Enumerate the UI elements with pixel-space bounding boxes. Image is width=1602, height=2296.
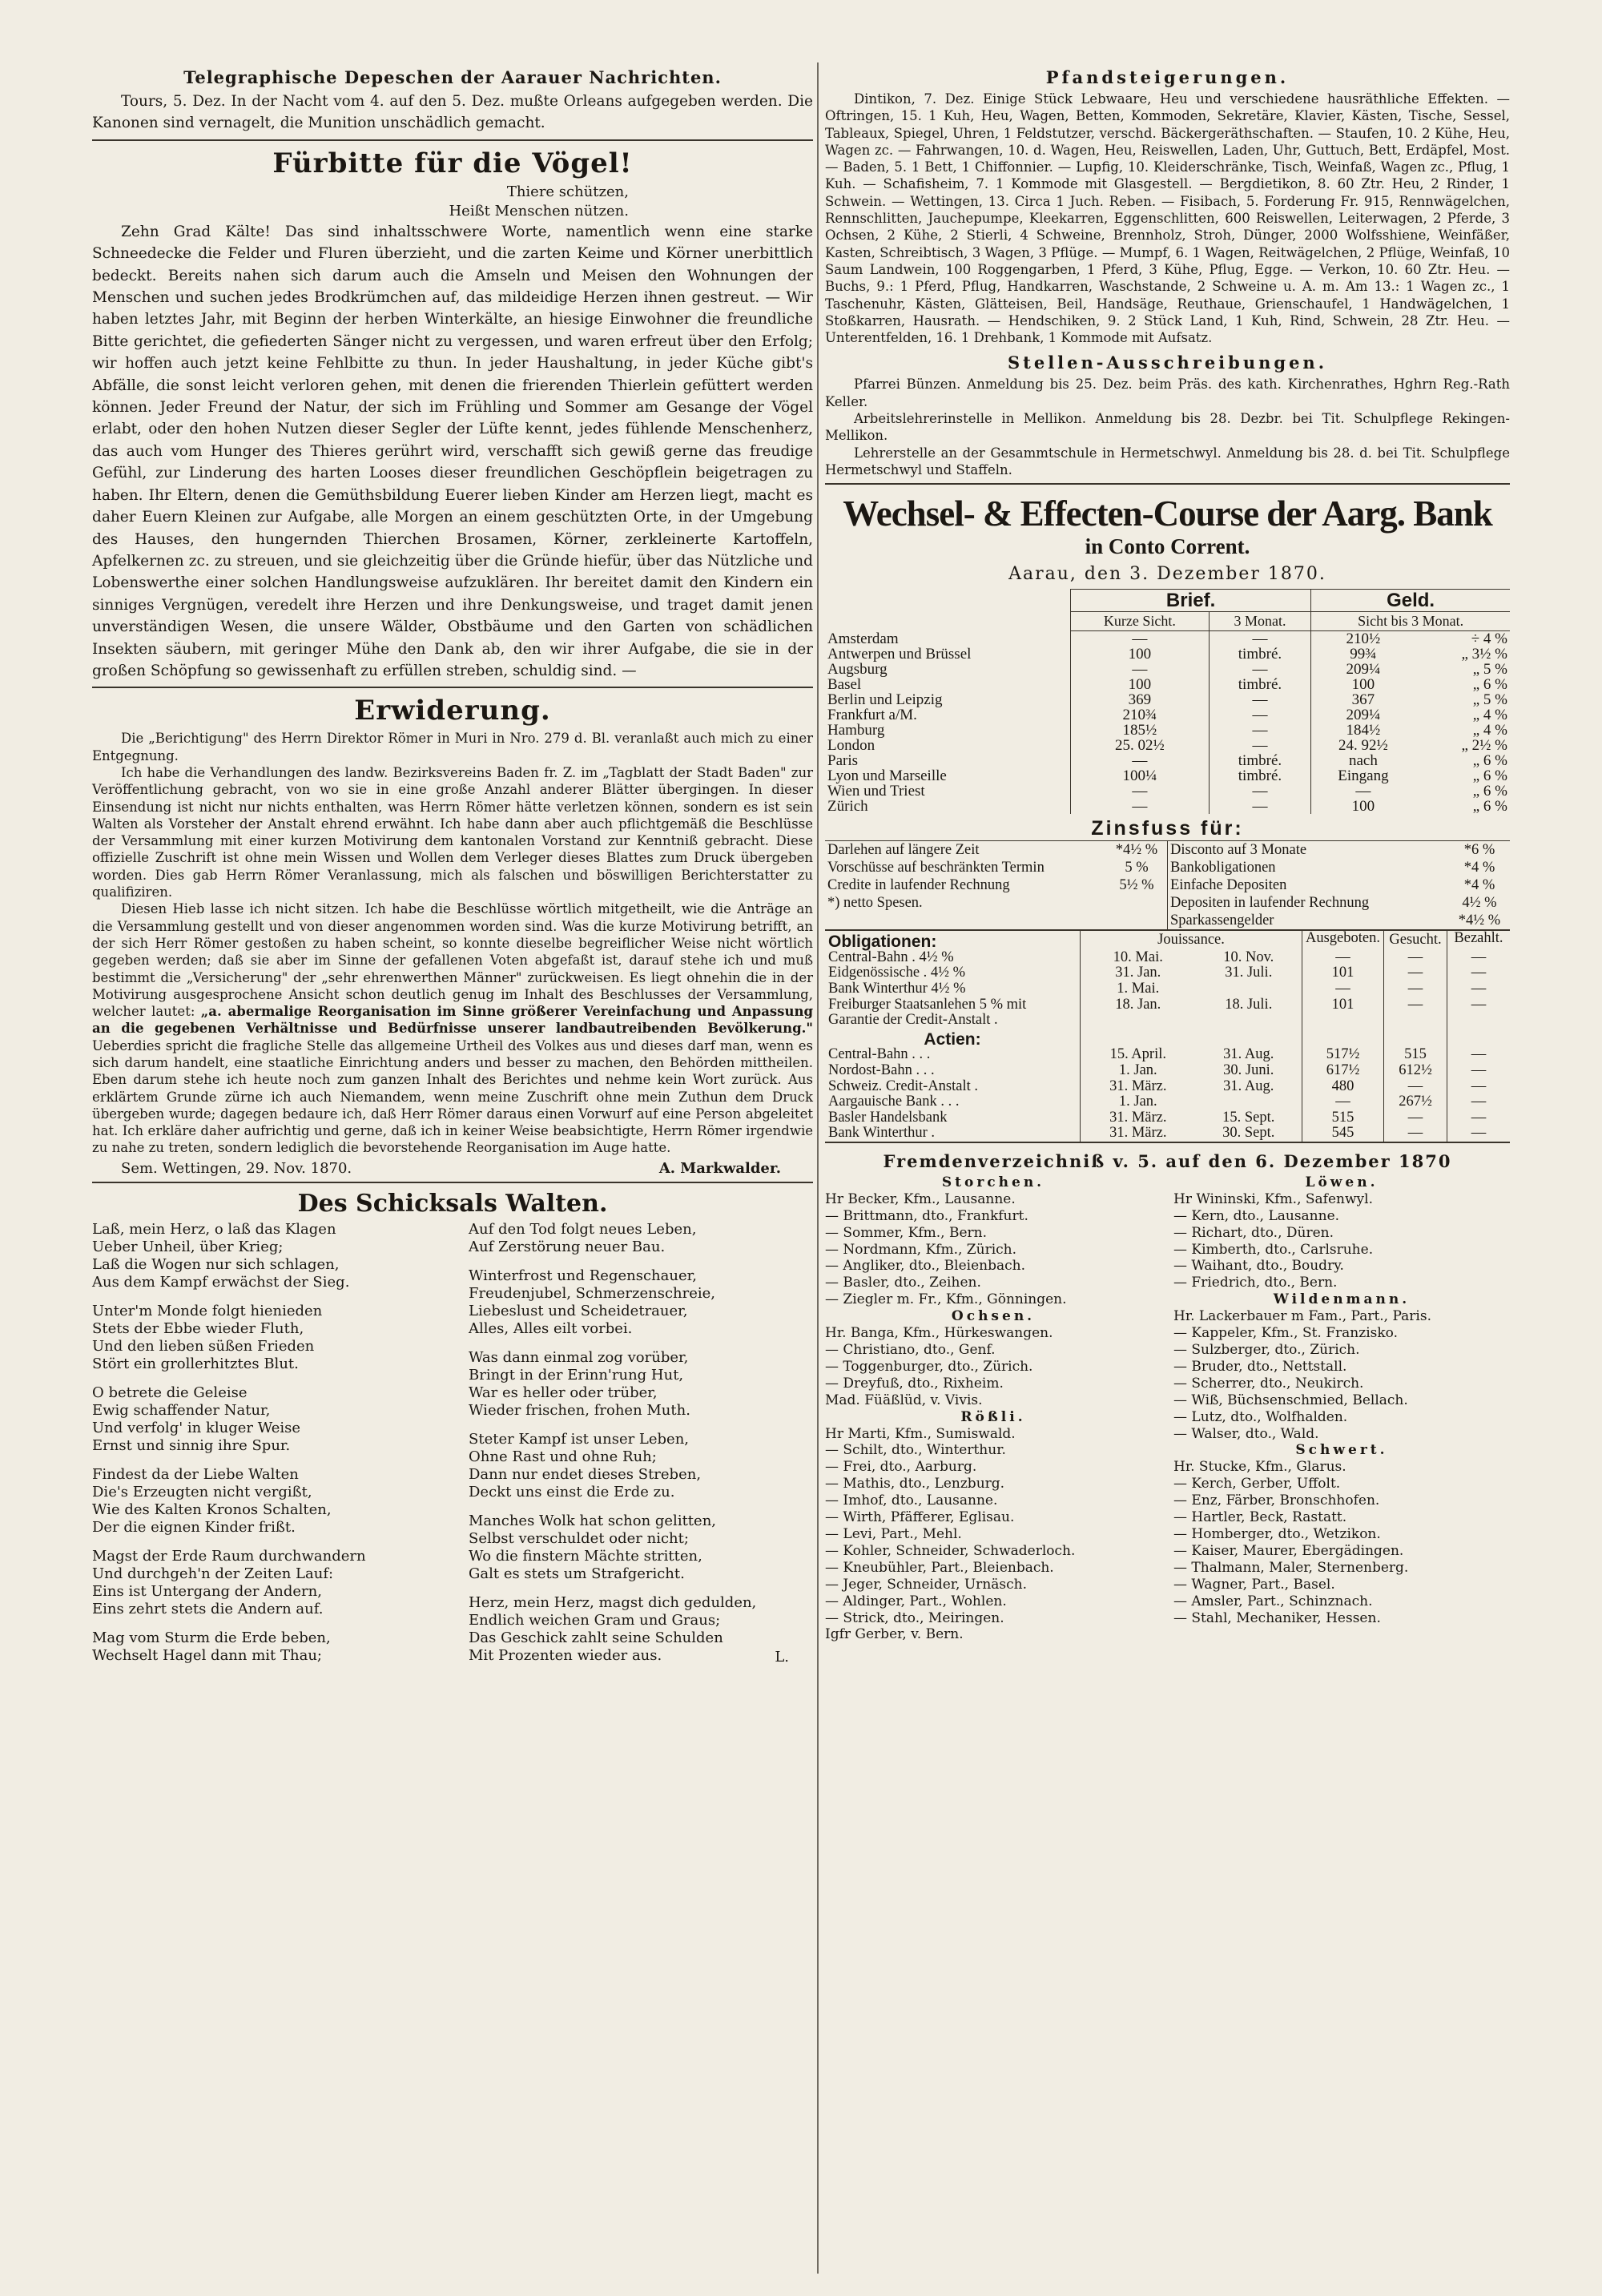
exchange-kurz: —: [1071, 783, 1210, 799]
zins-label: Darlehen auf längere Zeit: [827, 842, 980, 859]
zins-row: [825, 859, 1167, 876]
poem-stanza: Manches Wolk hat schon gelitten, Selbst verschuldet oder nicht; Wo die finstern Mächte stritten, Galt es stets um Strafgericht.: [469, 1512, 717, 1582]
guest-entry: — Jeger, Schneider, Urnäsch.: [825, 1576, 1027, 1593]
poem-stanza: Auf den Tod folgt neues Leben, Auf Zerstörung neuer Bau.: [469, 1220, 697, 1255]
guest-entry: — Wiß, Büchsenschmied, Bellach.: [1173, 1392, 1408, 1408]
guest-entry: — Kern, dto., Lausanne.: [1173, 1207, 1340, 1224]
exchange-row: [825, 631, 1510, 647]
guest-entry: — Kneubühler, Part., Bleienbach.: [825, 1559, 1054, 1576]
guest-entry: — Kimberth, dto., Carlsruhe.: [1173, 1241, 1374, 1258]
obligation-row: [825, 997, 1510, 1029]
exchange-3m: —: [1209, 738, 1310, 753]
erwiderung-p2: Ich habe die Verhandlungen des landw. Bezirksvereins Baden fr. Z. im „Tagblatt der Stadt Baden" zur Veröffentlichung gebracht, von wo sie in eine große Anzahl anderer Blätter übergingen. In dieser Einsendung ist nicht nur nichts enthalten, was Herrn Römer hätte verletzen können, sondern es ist sein Walten als Vorsteher der Anstalt ehrend erwähnt. Ich habe dann aber auch pflichtgemäß die Beschlüsse der Versammlung mit einer kurzen Motivirung dem kantonalen Vorstand zur Kenntniß gebracht. Diese offizielle Zuschrift ist ohne mein Wissen und Wollen dem Verleger dieses Blattes zum Druck übergeben worden. Dies gab Herrn Römer Veranlassung, mich als falschen und böswilligen Berichterstatter zu qualifiziren.: [92, 764, 813, 900]
zins-table: [825, 840, 1510, 929]
obligation-jouis-2: 31. Juli.: [1225, 965, 1273, 981]
obligation-gesucht: —: [1384, 965, 1447, 981]
actie-name: Schweiz. Credit-Anstalt .: [828, 1078, 979, 1094]
guest-entry: — Ziegler m. Fr., Kfm., Gönningen.: [825, 1291, 1067, 1308]
zins-value: *4½ %: [1458, 912, 1501, 929]
actie-bezahlt: —: [1447, 1063, 1511, 1079]
poem-stanza: Findest da der Liebe Walten Die's Erzeugten nicht vergißt, Wie des Kalten Kronos Schalten, Der die eignen Kinder frißt.: [92, 1465, 332, 1536]
guest-entry: — Wirth, Pfäfferer, Eglisau.: [825, 1509, 1015, 1526]
exchange-row: [825, 768, 1510, 783]
actie-ausgeboten: 545: [1302, 1126, 1384, 1142]
poem-stanza: Winterfrost und Regenschauer, Freudenjubel, Schmerzenschreie, Liebeslust und Scheidetrauer, Alles, Alles eilt vorbei.: [469, 1267, 716, 1337]
obligation-gesucht: —: [1384, 997, 1447, 1029]
fuerbitte-heading: Fürbitte für die Vögel!: [272, 147, 633, 179]
actie-jouis-2: [1196, 1094, 1302, 1110]
exchange-3m: —: [1209, 799, 1310, 814]
actie-ausgeboten: 517½: [1302, 1047, 1384, 1063]
telegraph-heading: Telegraphische Depeschen der Aarauer Nachrichten.: [183, 67, 722, 87]
zins-value: [1106, 894, 1167, 912]
guest-entry: — Strick, dto., Meiringen.: [825, 1609, 1004, 1626]
exchange-row: [825, 662, 1510, 677]
zins-row: [1168, 912, 1510, 929]
zins-label: Vorschüsse auf beschränkten Termin: [827, 860, 1045, 876]
erwiderung-quote: „a. abermalige Reorganisation im Sinne größerer Vereinfachung und Anpassung an die gegebenen Verhältnisse und Bedürfnisse unserer landbautreibenden Bevölkerung.": [92, 1004, 814, 1037]
actie-name: Aargauische Bank . . .: [828, 1094, 960, 1110]
actie-jouis-1: 1. Jan.: [1081, 1094, 1196, 1110]
actie-bezahlt: —: [1447, 1126, 1511, 1142]
zins-value: *4 %: [1463, 877, 1495, 894]
exchange-place: London: [827, 737, 875, 755]
zins-value: 5 %: [1125, 860, 1149, 876]
zins-value: 5½ %: [1119, 877, 1154, 894]
zins-label: *) netto Spesen.: [827, 895, 923, 912]
guest-entry: — Bruder, dto., Nettstall.: [1173, 1358, 1347, 1375]
fuerbitte-text: Zehn Grad Kälte! Das sind inhaltsschwere Worte, namentlich wenn eine starke Schneedecke die Felder und Fluren überzieht, und die zarten Keime und Körner unerbittlich bedeckt. Bereits nahen sich darum auch die Amseln und Meisen den Wohnungen der Menschen und suchen jedes Brodkrümchen auf, das mildeidige Herzen ihnen gestreut. — Wir haben letztes Jahr, mit Beginn der herben Winterkälte, an hiesige Einwohner die freundliche Bitte gerichtet, die gefiederten Sänger nicht zu vergessen, und waren erfreut über den Erfolg; wir hoffen auch jetzt keine Fehlbitte zu thun. In jeder Haushaltung, in jeder Küche gibt's Abfälle, die sonst leicht verloren gehen, mit denen die frierenden Thierlein gefüttert werden können. Jeder Freund der Natur, der sich im Frühling und Sommer am Gesange der Vögel erlabt, oder den hohen Nutzen dieser Segler der Lüfte kennt, jedes fühlende Menschenherz, das auch vom Hunger des Thieres gerührt wird, verschafft sich gewiß gerne das freudige Gefühl, zur Linderung des harten Looses dieser freundlichen Geschöpflein beigetragen zu haben. Ihr Eltern, denen die Gemüthsbildung Euerer lieben Kinder am Herzen liegt, macht es daher Euern Kleinen zur Aufgabe, alle Morgen an einem geschützten Orte, in der Umgebung des Hauses, den hungernden Thierchen Brosamen, Körner, zerkleinerte Kartoffeln, Apfelkernen zc. zu streuen, und sie gleichzeitig über die Gründe hiefür, über das Nützliche und Lobenswerthe einer solchen Handlungsweise aufzuklären. Ihr bereitet damit den Kindern ein sinniges Vergnügen, veredelt ihre Herzen und ihre Denkungsweise, und traget damit jenen unverständigen Wesen, die unsere Wälder, Obstbäume und den Garten von schädlichen Insekten säubern, mit geringer Mühe den Dank ab, den wir ihrer Aufgabe, die sie in der großen Schöpfung so gewissenhaft zu erfüllen streben, schuldig sind. —: [92, 223, 813, 679]
pfand-heading: Pfandsteigerungen.: [1045, 67, 1290, 87]
poem-signature: L.: [775, 1648, 789, 1666]
guest-entry: — Sommer, Kfm., Bern.: [825, 1224, 988, 1241]
exchange-3m: —: [1209, 723, 1310, 738]
poem-stanza: O betrete die Geleise Ewig schaffender Natur, Und verfolg' in kluger Weise Ernst und sinnig ihre Spur.: [92, 1384, 301, 1454]
guest-entry: Hr Wininski, Kfm., Safenwyl.: [1173, 1190, 1373, 1207]
poem-stanza: Unter'm Monde folgt hienieden Stets der Ebbe wieder Fluth, Und den lieben süßen Frieden Stört ein grollerhitztes Blut.: [92, 1302, 323, 1372]
actie-jouis-1: 31. März.: [1081, 1126, 1196, 1142]
obligation-ausgeboten: 101: [1302, 997, 1384, 1029]
guest-entry: — Thalmann, Maler, Sternenberg.: [1173, 1559, 1409, 1576]
exchange-place: Paris: [827, 752, 858, 770]
hotel-name: Löwen.: [1305, 1174, 1379, 1190]
obligation-bezahlt: —: [1447, 997, 1511, 1029]
obligation-row: [825, 965, 1510, 981]
exchange-place: Wien und Triest: [827, 783, 925, 800]
guest-entry: Hr. Banga, Kfm., Hürkeswangen.: [825, 1325, 1053, 1342]
exchange-place: Basel: [827, 676, 862, 694]
exchange-rate: „ 2½ %: [1461, 737, 1507, 755]
actie-name: Nordost-Bahn . . .: [828, 1061, 935, 1078]
guest-entry: — Kappeler, Kfm., St. Franzisko.: [1173, 1325, 1399, 1342]
poem-stanza: Magst der Erde Raum durchwandern Und durchgeh'n der Zeiten Lauf: Eins ist Untergang der Andern, Eins zehrt stets die Andern auf.: [92, 1547, 366, 1617]
guest-entry: — Toggenburger, dto., Zürich.: [825, 1358, 1033, 1375]
actie-bezahlt: —: [1447, 1110, 1511, 1126]
obligation-gesucht: —: [1384, 950, 1447, 966]
obligation-row: [825, 950, 1510, 966]
exchange-3m: timbré.: [1209, 768, 1310, 783]
divider: [825, 483, 1510, 485]
guest-entry: — Kerch, Gerber, Uffolt.: [1173, 1476, 1341, 1492]
exchange-table: [825, 589, 1510, 814]
exchange-place: Lyon und Marseille: [827, 767, 947, 785]
poem-stanza: Was dann einmal zog vorüber, Bringt in der Erinn'rung Hut, War es heller oder trüber, Wieder frischen, frohen Muth.: [469, 1348, 690, 1419]
actie-row: [825, 1110, 1510, 1126]
zins-row: [825, 894, 1167, 912]
actie-jouis-2: 30. Juni.: [1223, 1061, 1274, 1078]
exchange-row: [825, 783, 1510, 799]
exchange-rate: ÷ 4 %: [1471, 630, 1507, 648]
guest-entry: — Brittmann, dto., Frankfurt.: [825, 1207, 1028, 1224]
guest-entry: Hr. Lackerbauer m Fam., Part., Paris.: [1173, 1308, 1431, 1325]
left-column: [92, 62, 813, 1666]
guest-entry: — Hartler, Beck, Rastatt.: [1173, 1509, 1347, 1526]
exchange-kurz: —: [1071, 631, 1210, 647]
poem-left-column: [92, 1221, 437, 1676]
zins-value: *4 %: [1463, 860, 1495, 876]
guest-entry: — Lutz, dto., Wolfhalden.: [1173, 1408, 1348, 1425]
actie-jouis-2: 31. Aug.: [1223, 1078, 1274, 1094]
telegraph-text: Tours, 5. Dez. In der Nacht vom 4. auf den 5. Dez. mußte Orleans aufgegeben werden. Die Kanonen sind vernagelt, die Munition unschädlich gemacht.: [92, 93, 813, 132]
exchange-3m: —: [1209, 631, 1310, 647]
obligation-ausgeboten: 101: [1302, 965, 1384, 981]
zins-label: Bankobligationen: [1170, 860, 1276, 876]
obligation-bezahlt: —: [1447, 950, 1511, 966]
zins-value: 4½ %: [1462, 895, 1497, 912]
obligation-name: Central-Bahn . 4½ %: [828, 949, 954, 965]
guest-entry: — Nordmann, Kfm., Zürich.: [825, 1241, 1017, 1258]
actie-jouis-2: 15. Sept.: [1222, 1109, 1275, 1126]
fremden-heading: Fremdenverzeichniß v. 5. auf den 6. Dezember 1870: [883, 1150, 1452, 1171]
actie-bezahlt: —: [1447, 1079, 1511, 1095]
stellen-item: Pfarrei Bünzen. Anmeldung bis 25. Dez. beim Präs. des kath. Kirchenrathes, Hghrn Reg.-Rath Keller.: [825, 377, 1510, 409]
col-geld: Geld.: [1311, 590, 1510, 612]
hdr-jouis: Jouissance.: [1081, 930, 1302, 950]
poem: [92, 1221, 813, 1676]
guest-entry: — Christiano, dto., Genf.: [825, 1342, 996, 1359]
guest-entry: — Amsler, Part., Schinznach.: [1173, 1593, 1373, 1609]
actie-gesucht: 515: [1384, 1047, 1447, 1063]
guest-entry: Igfr Gerber, v. Bern.: [825, 1626, 964, 1643]
poem-stanza: Steter Kampf ist unser Leben, Ohne Rast und ohne Ruh; Dann nur endet dieses Streben, Deckt uns einst die Erde zu.: [469, 1430, 702, 1500]
hotel-name: Wildenmann.: [1273, 1291, 1411, 1308]
pfand-text: Dintikon, 7. Dez. Einige Stück Lebwaare, Heu und verschiedene hausräthliche Effekten. — Oftringen, 15. 1 Kuh, Heu, Wagen, Betten, Kommoden, Sekretäre, Klavier, Kästen, Tische, Sessel, Tableaux, Spiegel, Uhren, 1 Feldstutzer, verschd. Bäckergeräthschaften. — Staufen, 10. 2 Kühe, Heu, Wagen zc. — Fahrwangen, 10. d. Wagen, Heu, Reiswellen, Laden, Uhr, Guttuch, Bett, Erdäpfel, Most. — Baden, 5. 1 Bett, 1 Chiffonnier. — Lupfig, 10. Kleiderschränke, Tisch, Weinfaß, Wagen zc., Pflug, 1 Kuh. — Schafisheim, 7. 1 Kommode mit Glasgestell. — Bergdietikon, 8. 60 Ztr. Heu, 2 Rinder, 1 Schwein. — Wettingen, 13. Circa 1 Juch. Reben. — Fisibach, 5. Forderung Fr. 915, Rennwägelchen, Rennschlitten, Jauchepumpe, Kleekarren, Eggenschlitten, 600 Reiswellen, Leiterwagen, 2 Pferde, 3 Ochsen, 2 Kühe, 2 Stierli, 4 Schweine, Brennholz, Stroh, Dünger, 2000 Wolfsshiene, Weinfäßer, Kasten, Schreibtisch, 3 Wagen, 3 Pflüge. — Mumpf, 6. 1 Wagen, Reitwägelchen, 2 Pflüge, Weinfaß, 10 Saum Landwein, 100 Roggengarben, 1 Pferd, 3 Kühe, Pflug, Egge. — Verkon, 10. 60 Ztr. Heu. — Buchs, 9.: 1 Pferd, Pflug, Handkarren, Waschstande, 2 Schweine u. A. m. Am 13.: 1 Wagen zc., 1 Taschenuhr, Kästen, Glätteisen, Beil, Handsäge, Reuthaue, Grienschaufel, 1 Handwägelchen, 1 Stoßkarren, Hausrath. — Hendschiken, 9. 2 Stück Land, 1 Kuh, Rind, Schwein, 28 Ztr. Heu. — Unterentfelden, 16. 1 Drehbank, 1 Kommode mit Aufsatz.: [825, 91, 1510, 346]
exchange-3m: —: [1209, 707, 1310, 723]
erwiderung-place-date: Sem. Wettingen, 29. Nov. 1870.: [121, 1159, 352, 1177]
exchange-place: Frankfurt a/M.: [827, 707, 917, 724]
actie-gesucht: 612½: [1384, 1063, 1447, 1079]
actien-title: Actien:: [924, 1029, 981, 1049]
guest-entry: — Scherrer, dto., Neukirch.: [1173, 1375, 1364, 1392]
exchange-rate: „ 6 %: [1472, 752, 1507, 770]
exchange-row: [825, 707, 1510, 723]
guest-entry: — Kaiser, Maurer, Ebergädingen.: [1173, 1542, 1404, 1559]
actie-jouis-1: 15. April.: [1081, 1047, 1196, 1063]
obligation-jouis-1: 1. Mai.: [1081, 981, 1196, 997]
guest-entry: — Homberger, dto., Wetzikon.: [1173, 1525, 1381, 1542]
poem-stanza: Herz, mein Herz, magst dich gedulden, Endlich weichen Gram und Graus; Das Geschick zahlt seine Schulden Mit Prozenten wieder aus.: [469, 1593, 757, 1664]
exchange-place: Augsburg: [827, 661, 888, 679]
guest-entry: — Waihant, dto., Boudry.: [1173, 1258, 1344, 1275]
exchange-place: Antwerpen und Brüssel: [827, 646, 972, 663]
poem-stanza: Mag vom Sturm die Erde beben, Wechselt Hagel dann mit Thau;: [92, 1629, 331, 1664]
guest-entry: — Walser, dto., Wald.: [1173, 1425, 1319, 1442]
exchange-rate: „ 3½ %: [1461, 646, 1507, 663]
exchange-geld: 100: [1311, 677, 1415, 692]
obligation-name: Bank Winterthur 4½ %: [828, 981, 966, 997]
obligation-gesucht: —: [1384, 981, 1447, 997]
exchange-3m: —: [1209, 783, 1310, 799]
exchange-place: Zürich: [827, 798, 868, 816]
actie-bezahlt: —: [1447, 1094, 1511, 1110]
exchange-row: [825, 677, 1510, 692]
hotel-name: Ochsen.: [951, 1308, 1036, 1325]
exchange-rate: „ 6 %: [1472, 676, 1507, 694]
guest-entry: — Imhof, dto., Lausanne.: [825, 1492, 998, 1509]
zins-title: Zinsfuss für:: [1091, 817, 1244, 840]
fremden-left-column: [825, 1174, 1161, 1643]
guest-entry: Hr. Stucke, Kfm., Glarus.: [1173, 1459, 1346, 1476]
exchange-rate: „ 4 %: [1472, 722, 1507, 739]
right-column: [825, 62, 1510, 1643]
zins-row: [825, 841, 1167, 859]
oblig-actien-table: [825, 929, 1510, 1143]
fremden-right-column: [1173, 1174, 1510, 1643]
zins-label: Depositen in laufender Rechnung: [1170, 895, 1370, 912]
exchange-kurz: —: [1071, 662, 1210, 677]
column-rule: [817, 62, 819, 2274]
actie-jouis-1: 31. März.: [1081, 1079, 1196, 1095]
actie-name: Basler Handelsbank: [828, 1109, 948, 1126]
exchange-geld: 184½: [1311, 723, 1415, 738]
exchange-geld: nach: [1311, 753, 1415, 768]
obligation-row: [825, 981, 1510, 997]
sub-bis3: Sicht bis 3 Monat.: [1311, 612, 1510, 631]
divider: [92, 139, 813, 141]
exchange-geld: —: [1311, 783, 1415, 799]
erwiderung-p3: [92, 900, 813, 1156]
exchange-row: [825, 738, 1510, 753]
guest-entry: — Stahl, Mechaniker, Hessen.: [1173, 1609, 1381, 1626]
actie-ausgeboten: 515: [1302, 1110, 1384, 1126]
zins-row: [1168, 894, 1510, 912]
actie-row: [825, 1047, 1510, 1063]
hdr-ges: Gesucht.: [1384, 930, 1447, 950]
obligation-ausgeboten: —: [1302, 981, 1384, 997]
guest-entry: — Dreyfuß, dto., Rixheim.: [825, 1375, 1004, 1392]
zins-label: Disconto auf 3 Monate: [1170, 842, 1307, 859]
hdr-bez: Bezahlt.: [1447, 930, 1511, 950]
exchange-geld: 100: [1311, 799, 1415, 814]
exchange-rate: „ 6 %: [1472, 798, 1507, 816]
actie-row: [825, 1079, 1510, 1095]
exchange-row: [825, 753, 1510, 768]
exchange-rate: „ 6 %: [1472, 767, 1507, 785]
exchange-rate: „ 5 %: [1472, 691, 1507, 709]
zins-row: [1168, 841, 1510, 859]
actie-name: Bank Winterthur .: [828, 1125, 936, 1142]
guest-entry: — Schilt, dto., Winterthur.: [825, 1442, 1006, 1459]
stellen-item: Lehrerstelle an der Gesammtschule in Hermetschwyl. Anmeldung bis 28. d. bei Tit. Schulpflege Hermetschwyl und Staffeln.: [825, 445, 1510, 477]
actie-ausgeboten: 480: [1302, 1079, 1384, 1095]
exchange-geld: 24. 92½: [1311, 738, 1415, 753]
erwiderung-signature: A. Markwalder.: [658, 1159, 781, 1177]
actie-gesucht: 267½: [1384, 1094, 1447, 1110]
exchange-row: [825, 723, 1510, 738]
actie-jouis-2: 31. Aug.: [1223, 1046, 1274, 1063]
exchange-geld: 209¼: [1311, 662, 1415, 677]
fuerbitte-motto-1: Thiere schützen,: [506, 183, 629, 200]
fremden-list: [825, 1174, 1510, 1643]
exchange-row: [825, 799, 1510, 814]
obligation-bezahlt: —: [1447, 981, 1511, 997]
exchange-kurz: 210¾: [1071, 707, 1210, 723]
zins-row: [1168, 876, 1510, 894]
exchange-geld: 99¾: [1311, 647, 1415, 662]
guest-entry: Hr Becker, Kfm., Lausanne.: [825, 1190, 1016, 1207]
obligation-name: Freiburger Staatsanlehen 5 % mit Garantie der Credit-Anstalt .: [828, 996, 1027, 1029]
actie-ausgeboten: 617½: [1302, 1063, 1384, 1079]
exchange-3m: timbré.: [1209, 647, 1310, 662]
hdr-ausg: Ausgeboten.: [1302, 930, 1384, 950]
zins-label: Einfache Depositen: [1170, 877, 1287, 894]
fuerbitte-motto-2: Heißt Menschen nützen.: [449, 202, 629, 220]
guest-entry: — Friedrich, dto., Bern.: [1173, 1275, 1338, 1291]
guest-entry: — Richart, dto., Düren.: [1173, 1224, 1334, 1241]
erwiderung-signline: [92, 1160, 813, 1177]
exchange-row: [825, 647, 1510, 662]
obligation-jouis-1: 31. Jan.: [1081, 965, 1196, 981]
exchange-kurz: 25. 02½: [1071, 738, 1210, 753]
exchange-kurz: 185½: [1071, 723, 1210, 738]
actie-bezahlt: —: [1447, 1047, 1511, 1063]
actie-jouis-2: 30. Sept.: [1222, 1125, 1275, 1142]
exchange-kurz: 100¼: [1071, 768, 1210, 783]
exchange-kurz: 100: [1071, 677, 1210, 692]
exchange-rate: „ 4 %: [1472, 707, 1507, 724]
erwiderung-p1: Die „Berichtigung" des Herrn Direktor Römer in Muri in Nro. 279 d. Bl. veranlaßt auch mich zu einer Entgegnung.: [92, 731, 813, 763]
poem-right-column: [469, 1221, 813, 1676]
bank-date: Aarau, den 3. Dezember 1870.: [1008, 564, 1326, 585]
exchange-3m: —: [1209, 692, 1310, 707]
hotel-name: Schwert.: [1295, 1442, 1388, 1459]
divider: [92, 687, 813, 688]
exchange-geld: 210½: [1311, 631, 1415, 647]
col-brief: Brief.: [1071, 590, 1311, 612]
guest-entry: — Frei, dto., Aarburg.: [825, 1459, 977, 1476]
zins-left: [825, 841, 1167, 912]
actie-ausgeboten: —: [1302, 1094, 1384, 1110]
obligation-jouis-2: 18. Juli.: [1225, 996, 1273, 1013]
guest-entry: Mad. Füäßlüd, v. Vivis.: [825, 1392, 983, 1408]
exchange-rate: „ 6 %: [1472, 783, 1507, 800]
exchange-place: Hamburg: [827, 722, 885, 739]
exchange-geld: Eingang: [1311, 768, 1415, 783]
guest-entry: — Sulzberger, dto., Zürich.: [1173, 1342, 1360, 1359]
guest-entry: — Levi, Part., Mehl.: [825, 1525, 962, 1542]
exchange-3m: timbré.: [1209, 677, 1310, 692]
erwiderung-p3b: Ueberdies spricht die fragliche Stelle das allgemeine Urtheil des Volkes aus und dieses darf man, wenn es sich darum handelt, eine staatliche Einrichtung anders und besser zu machen, den Behörden mittheilen. Eben darum stehe ich heute noch zum ganzen Inhalt des Berichtes und nehme kein Wort zurück. Aus erklärtem Grunde zürne ich auch Niemandem, wenn meine Zuschrift ohne mein Zuthun dem Druck übergeben wurde; dagegen bedaure ich, daß Herr Römer daraus einen Vorwurf auf eine Person abgeleitet hat. Ich erkläre daher aufrichtig und gerne, daß ich in keiner Weise beabsichtigte, Herrn Römer irgendwie zu nahe zu treten, sondern lediglich die bevorstehende Reorganisation im Auge hatte.: [92, 1037, 813, 1156]
actie-gesucht: —: [1384, 1079, 1447, 1095]
stellen-item: Arbeitslehrerinstelle in Mellikon. Anmeldung bis 28. Dezbr. bei Tit. Schulpflege Rekingen-Mellikon.: [825, 411, 1510, 444]
poem-heading: Des Schicksals Walten.: [297, 1189, 608, 1218]
sub-3m: 3 Monat.: [1209, 612, 1310, 631]
bank-title: Wechsel- & Effecten-Course der Aarg. Bank: [843, 493, 1492, 534]
actie-gesucht: —: [1384, 1110, 1447, 1126]
exchange-geld: 367: [1311, 692, 1415, 707]
zins-label: Sparkassengelder: [1170, 912, 1274, 929]
obligation-jouis-1: 18. Jan.: [1081, 997, 1196, 1029]
oblig-title: Obligationen:: [828, 932, 937, 952]
actie-gesucht: —: [1384, 1126, 1447, 1142]
guest-entry: — Kohler, Schneider, Schwaderloch.: [825, 1542, 1076, 1559]
erwiderung-heading: Erwiderung.: [354, 695, 551, 727]
obligation-bezahlt: —: [1447, 965, 1511, 981]
zins-row: [1168, 859, 1510, 876]
actie-name: Central-Bahn . . .: [828, 1046, 931, 1063]
hotel-name: Storchen.: [941, 1174, 1045, 1190]
exchange-3m: —: [1209, 662, 1310, 677]
sub-kurz: Kurze Sicht.: [1071, 612, 1210, 631]
actie-jouis-1: 1. Jan.: [1081, 1063, 1196, 1079]
exchange-place: Amsterdam: [827, 630, 899, 647]
zins-value: *4½ %: [1115, 842, 1158, 859]
hotel-name: Rößli.: [960, 1408, 1026, 1425]
exchange-kurz: 369: [1071, 692, 1210, 707]
guest-entry: — Enz, Färber, Bronschhofen.: [1173, 1492, 1380, 1509]
exchange-kurz: 100: [1071, 647, 1210, 662]
exchange-row: [825, 692, 1510, 707]
zins-right: [1168, 841, 1510, 929]
erwiderung-p3a: Diesen Hieb lasse ich nicht sitzen. Ich habe die Beschlüsse wörtlich mitgetheilt, wie die Anträge an die Versammlung gestellt und von dieser angenommen worden sind. Was die kurze Motivirung betrifft, an der sich Herr Römer gestoßen zu haben scheint, so konnte dieselbe begreiflicher Weise nicht wörtlich gegeben werden; daß sie aber im Sinne der gefallenen Voten abgefaßt ist, darauf stehe ich und muß bestimmt die „Versicherung" der „sehr ehrenwerthen Männer" zurückweisen. Es liegt ohnehin die in der Motivirung ausgesprochene Ansicht schon deutlich genug im Inhalt des Beschlusses der Versammlung, welcher lautet:: [92, 901, 813, 1020]
obligation-jouis-1: 10. Mai.: [1081, 950, 1196, 966]
obligation-jouis-2: [1196, 981, 1302, 997]
zins-value: *6 %: [1463, 842, 1495, 859]
guest-entry: — Basler, dto., Zeihen.: [825, 1275, 981, 1291]
exchange-geld: 209¼: [1311, 707, 1415, 723]
guest-entry: — Mathis, dto., Lenzburg.: [825, 1476, 1005, 1492]
actie-row: [825, 1094, 1510, 1110]
actie-row: [825, 1063, 1510, 1079]
zins-row: [825, 876, 1167, 894]
poem-stanza: Laß, mein Herz, o laß das Klagen Ueber Unheil, über Krieg; Laß die Wogen nur sich schlagen, Aus dem Kampf erwächst der Sieg.: [92, 1220, 350, 1291]
guest-entry: — Aldinger, Part., Wohlen.: [825, 1593, 1007, 1609]
zins-label: Credite in laufender Rechnung: [827, 877, 1010, 894]
exchange-3m: timbré.: [1209, 753, 1310, 768]
exchange-kurz: —: [1071, 753, 1210, 768]
obligation-name: Eidgenössische . 4½ %: [828, 965, 966, 981]
actie-jouis-1: 31. März.: [1081, 1110, 1196, 1126]
obligation-ausgeboten: —: [1302, 950, 1384, 966]
guest-entry: — Angliker, dto., Bleienbach.: [825, 1258, 1026, 1275]
divider: [92, 1182, 813, 1183]
guest-entry: — Wagner, Part., Basel.: [1173, 1576, 1335, 1593]
actie-row: [825, 1126, 1510, 1142]
stellen-heading: Stellen-Ausschreibungen.: [1007, 352, 1328, 373]
guest-entry: Hr Marti, Kfm., Sumiswald.: [825, 1425, 1016, 1442]
bank-subtitle: in Conto Corrent.: [1085, 534, 1250, 559]
obligation-jouis-2: 10. Nov.: [1223, 949, 1274, 965]
exchange-rate: „ 5 %: [1472, 661, 1507, 679]
exchange-place: Berlin und Leipzig: [827, 691, 943, 709]
exchange-kurz: —: [1071, 799, 1210, 814]
